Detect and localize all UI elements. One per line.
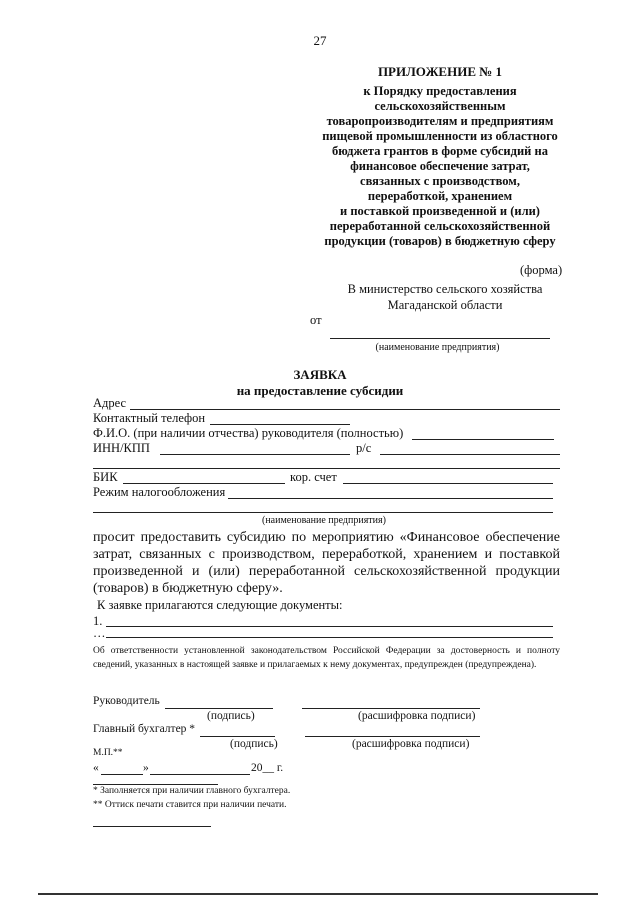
page-bottom-edge — [38, 893, 598, 895]
attachments-label: К заявке прилагаются следующие документы: — [97, 598, 343, 612]
head-name-field[interactable] — [412, 439, 554, 440]
accountant-signature-field[interactable] — [200, 736, 275, 737]
accountant-decoding-field[interactable] — [305, 736, 480, 737]
director-decoding-field[interactable] — [302, 708, 480, 709]
appendix-line: переработанной сельскохозяйственной — [329, 219, 551, 233]
appendix-line: бюджета грантов в форме субсидий на — [332, 144, 548, 158]
phone-field[interactable] — [210, 424, 350, 425]
decoding-caption: (расшифровка подписи) — [352, 738, 470, 750]
appendix-subtitle — [300, 84, 580, 249]
bik-field[interactable] — [123, 483, 285, 484]
bik-label: БИК — [93, 470, 118, 484]
tax-mode-label: Режим налогообложения — [93, 485, 226, 499]
appendix-line: и поставкой произведенной и (или) — [340, 204, 540, 218]
appendix-line: связанных с производством, — [360, 174, 520, 188]
page-number: 27 — [313, 33, 327, 48]
appendix-line: сельскохозяйственным — [374, 99, 506, 113]
corr-account-field[interactable] — [343, 483, 553, 484]
request-title: ЗАЯВКА — [293, 367, 347, 382]
inn-kpp-field[interactable] — [160, 454, 350, 455]
attachment-number: 1. — [93, 614, 103, 628]
request-text: просит предоставить субсидию по мероприятию «Финансовое обеспечение затрат, связанных с производством, переработкой, хранением и поставкой произведенной и (или) переработанной сельскохозяйственной продукции (товаров) в бюджетную сферу». — [93, 530, 560, 596]
stamp-label: М.П.** — [93, 748, 123, 758]
date-month-field[interactable] — [150, 774, 250, 775]
phone-label: Контактный телефон — [93, 411, 206, 425]
account-field[interactable] — [380, 454, 560, 455]
director-label: Руководитель — [93, 695, 160, 707]
director-signature-field[interactable] — [165, 708, 273, 709]
appendix-line: к Порядку предоставления — [363, 84, 517, 98]
date-year: 20__ г. — [251, 762, 284, 774]
footnote-divider — [93, 784, 218, 785]
address-field[interactable] — [130, 409, 560, 410]
address-label: Адрес — [93, 396, 127, 410]
footnote-2: ** Оттиск печати ставится при наличии печати. — [93, 800, 287, 810]
appendix-line: продукции (товаров) в бюджетную сферу — [324, 234, 556, 248]
inn-kpp-label: ИНН/КПП — [93, 441, 150, 455]
responsibility-text: Об ответственности установленной законодательством Российской Федерации за достоверность и полноту сведений, указанных в настоящей заявке и прилагаемых к нему документах, предупрежден (предупреждена). — [93, 646, 560, 670]
appendix-line: пищевой промышленности из областного — [322, 129, 558, 143]
accountant-label: Главный бухгалтер * — [93, 723, 196, 735]
enterprise-caption: (наименование предприятия) — [375, 342, 500, 353]
enterprise-name-line[interactable] — [93, 512, 553, 513]
attachment-field-2[interactable] — [106, 637, 553, 638]
account-label: р/с — [356, 441, 372, 455]
attachment-field-1[interactable] — [106, 626, 553, 627]
head-name-label: Ф.И.О. (при наличии отчества) руководителя (полностью) — [93, 426, 404, 440]
attachment-ellipsis: … — [93, 626, 106, 640]
appendix-line: товаропроизводителям и предприятиям — [326, 114, 554, 128]
request-subtitle: на предоставление субсидии — [236, 383, 404, 398]
signature-caption: (подпись) — [207, 710, 255, 722]
date-close-quote: » — [143, 762, 149, 774]
ministry-line: Магаданской области — [387, 298, 503, 312]
appendix-title: ПРИЛОЖЕНИЕ № 1 — [377, 64, 503, 79]
appendix-line: переработкой, хранением — [367, 189, 513, 203]
decoding-caption: (расшифровка подписи) — [358, 710, 476, 722]
enterprise-caption-2: (наименование предприятия) — [262, 515, 386, 526]
corr-account-label: кор. счет — [290, 470, 337, 484]
footnote-divider-2 — [93, 826, 211, 827]
recipient-block — [330, 281, 560, 313]
signature-caption: (подпись) — [230, 738, 278, 750]
appendix-line: финансовое обеспечение затрат, — [350, 159, 530, 173]
from-label: от — [310, 313, 322, 327]
footnote-1: * Заполняется при наличии главного бухгалтера. — [93, 786, 291, 796]
ministry-line: В министерство сельского хозяйства — [347, 282, 543, 296]
form-label: (форма) — [520, 263, 563, 277]
date-day-field[interactable] — [101, 774, 143, 775]
tax-mode-field[interactable] — [228, 498, 553, 499]
date-open-quote: « — [93, 762, 99, 774]
blank-line[interactable] — [93, 468, 560, 469]
enterprise-name-field[interactable] — [330, 338, 550, 339]
